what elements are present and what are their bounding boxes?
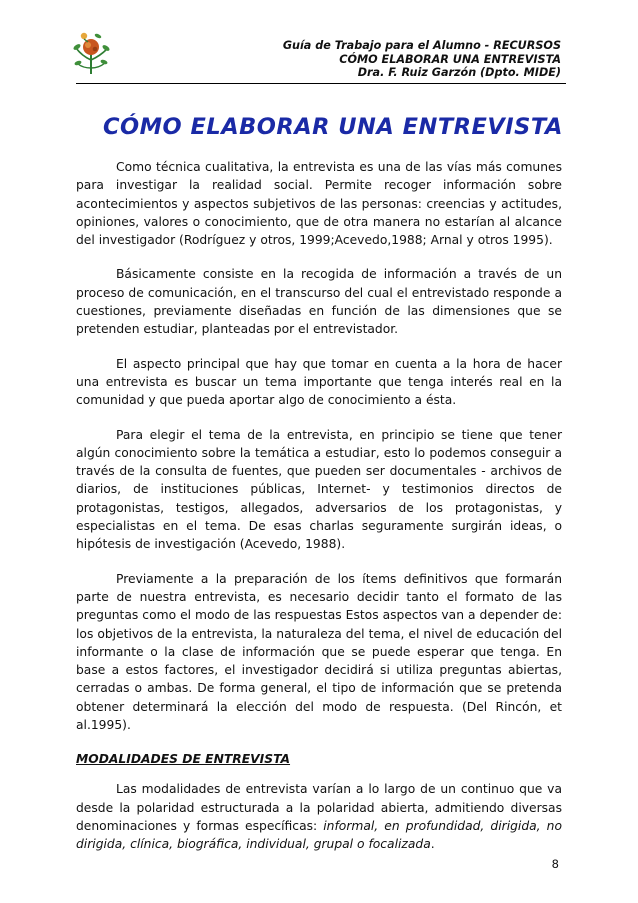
paragraph-6 bbox=[76, 780, 562, 853]
paragraph-3: El aspecto principal que hay que tomar en cuenta a la hora de hacer una entrevista es buscar un tema importante que tenga interés real en la comunidad y que pueda aportar algo de conocimiento a ésta. bbox=[76, 356, 562, 408]
paragraph-6-end: . bbox=[430, 837, 435, 852]
section-heading: MODALIDADES DE ENTREVISTA bbox=[76, 752, 291, 767]
page-header bbox=[283, 39, 561, 80]
header-divider bbox=[76, 83, 566, 84]
paragraph-6-italic: informal, en profundidad, dirigida, no dirigida, clínica, biográfica, individual, grupal o focalizada bbox=[76, 818, 562, 852]
page-number: 8 bbox=[551, 857, 559, 871]
logo-icon bbox=[70, 30, 112, 76]
document-body bbox=[76, 158, 562, 870]
paragraph-4: Para elegir el tema de la entrevista, en principio se tiene que tener algún conocimiento sobre la temática a estudiar, esto lo podemos conseguir a través de la consulta de fuentes, que pueden ser documentales - archivos de diarios, de instituciones públicas, Internet- y testimonios directos de protagonistas, testigos, allegados, adversarios de los protagonistas, y especialistas en el tema. De esas charlas seguramente surgirán ideas, o hipótesis de investigación (Acevedo, 1988). bbox=[76, 427, 562, 552]
header-line-2: CÓMO ELABORAR UNA ENTREVISTA bbox=[339, 52, 561, 66]
paragraph-6-text: Las modalidades de entrevista varían a lo largo de un continuo que va desde la polaridad estructurada a la polaridad abierta, admitiendo diversas denominaciones y formas específicas: bbox=[76, 782, 562, 833]
header-line-1: Guía de Trabajo para el Alumno - RECURSOS bbox=[282, 39, 561, 52]
paragraph-1: Como técnica cualitativa, la entrevista es una de las vías más comunes para investigar la realidad social. Permite recoger información sobre acontecimientos y aspectos subjetivos de las personas: creencias y actitudes, opiniones, valores o conocimiento, que de otra manera no estarían al alcance del investigador (Rodríguez y otros, 1999;Acevedo,1988; Arnal y otros 1995). bbox=[76, 160, 562, 248]
page-title: CÓMO ELABORAR UNA ENTREVISTA bbox=[103, 114, 563, 140]
header-line-3: Dra. F. Ruiz Garzón (Dpto. MIDE) bbox=[357, 66, 561, 80]
paragraph-5: Previamente a la preparación de los ítems definitivos que formarán parte de nuestra entrevista, es necesario decidir tanto el formato de las preguntas como el modo de las respuestas Estos aspectos van a depender de: los objetivos de la entrevista, la naturaleza del tema, el nivel de educación del informante o la clase de información que se puede esperar que tenga. En base a estos factores, el investigador decidirá si utiliza preguntas abiertas, cerradas o ambas. De forma general, el tipo de información que se pretenda obtener determinará la elección del modo de respuesta. (Del Rincón, et al.1995). bbox=[76, 571, 562, 733]
paragraph-2: Básicamente consiste en la recogida de información a través de un proceso de comunicación, en el transcurso del cual el entrevistado responde a cuestiones, previamente diseñadas en función de las dimensiones que se pretenden estudiar, planteadas por el entrevistador. bbox=[76, 267, 562, 337]
